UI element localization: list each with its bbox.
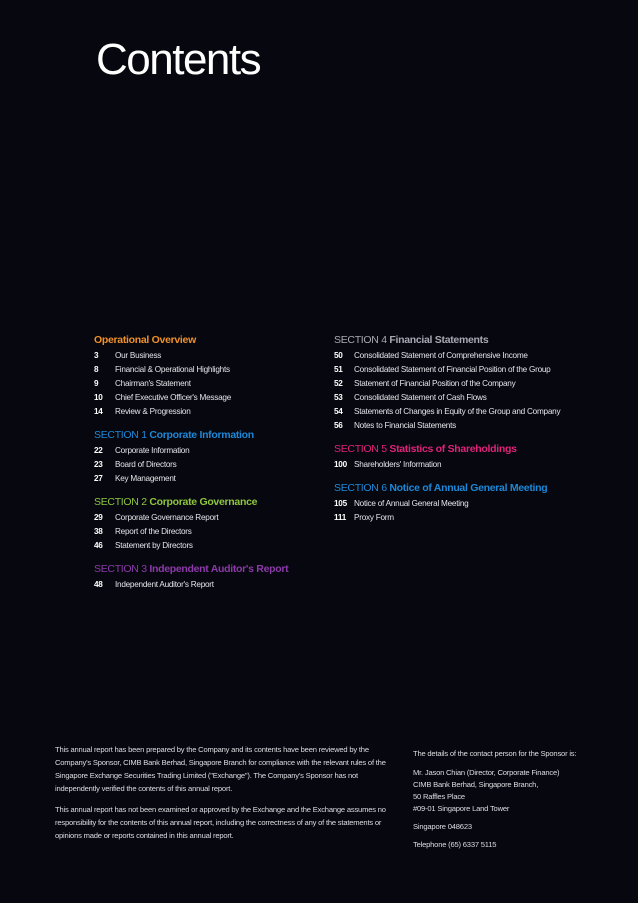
toc-entry[interactable]: [334, 419, 634, 433]
section-title: Financial Statements: [389, 334, 489, 346]
toc-entry[interactable]: [94, 472, 324, 486]
toc-section-heading: [334, 442, 634, 456]
toc-entry-title: Financial & Operational Highlights: [115, 365, 230, 374]
toc-entry-title: Report of the Directors: [115, 527, 192, 536]
toc-entry-title: Statement of Financial Position of the Company: [354, 379, 516, 388]
toc-entry[interactable]: [94, 539, 324, 553]
toc-page-number: 54: [334, 407, 343, 416]
toc-entry-title: Statements of Changes in Equity of the Group and Company: [354, 407, 561, 416]
contact-telephone: Telephone (65) 6337 5115: [413, 840, 497, 849]
toc-entry[interactable]: [334, 458, 634, 472]
contact-name: Mr. Jason Chian (Director, Corporate Finance): [413, 768, 560, 777]
toc-page-number: 9: [94, 379, 99, 388]
toc-page-number: 100: [334, 460, 347, 469]
toc-section: [334, 481, 634, 525]
section-title: Notice of Annual General Meeting: [389, 482, 548, 494]
toc-section-heading: [94, 428, 324, 442]
toc-entry-title: Chairman's Statement: [115, 379, 191, 388]
toc-entry[interactable]: [94, 377, 324, 391]
toc-page-number: 53: [334, 393, 343, 402]
disclaimer-paragraph: This annual report has been prepared by the Company and its contents have been reviewed by the Company's Sponsor, CIMB Bank Berhad, Singapore Branch for compliance with the relevant rules of the Singapore Exchange Securities Trading Limited ("Exchange"). The Company's Sponsor has not independently verified the contents of this annual report.: [55, 745, 386, 793]
toc-section: [94, 428, 324, 486]
toc-page-number: 22: [94, 446, 103, 455]
toc-section-heading: [334, 333, 634, 347]
disclaimer-paragraph: This annual report has not been examined or approved by the Exchange and the Exchange assumes no responsibility for the contents of this annual report, including the correctness of any of the statements or opinions made or reports contained in this annual report.: [55, 805, 386, 840]
toc-section: [334, 442, 634, 472]
toc-entry-title: Corporate Governance Report: [115, 513, 219, 522]
section-title: Corporate Governance: [149, 496, 258, 508]
toc-entry-title: Consolidated Statement of Comprehensive Income: [354, 351, 528, 360]
section-number: SECTION 5: [334, 443, 387, 455]
section-title: Corporate Information: [149, 429, 254, 441]
toc-section-heading: [334, 481, 634, 495]
section-title: Independent Auditor's Report: [149, 563, 289, 575]
toc-entry[interactable]: [94, 458, 324, 472]
toc-entry[interactable]: [94, 405, 324, 419]
toc-entry-title: Consolidated Statement of Financial Position of the Group: [354, 365, 551, 374]
toc-page-number: 23: [94, 460, 103, 469]
toc-page-number: 56: [334, 421, 343, 430]
toc-entry-title: Proxy Form: [354, 513, 394, 522]
toc-page-number: 111: [334, 513, 347, 522]
toc-page-number: 8: [94, 365, 99, 374]
toc-entry-title: Board of Directors: [115, 460, 177, 469]
toc-page-number: 27: [94, 474, 103, 483]
toc-entry[interactable]: [334, 363, 634, 377]
toc-page-number: 29: [94, 513, 103, 522]
toc-page-number: 38: [94, 527, 103, 536]
toc-entry[interactable]: [334, 391, 634, 405]
toc-entry-title: Chief Executive Officer's Message: [115, 393, 232, 402]
toc-entry[interactable]: [94, 511, 324, 525]
toc-entry[interactable]: [94, 349, 324, 363]
toc-section-heading: [94, 333, 324, 347]
toc-section: [94, 562, 324, 592]
toc-entry-title: Key Management: [115, 474, 176, 483]
disclaimer-block: [55, 743, 395, 850]
toc-entry-title: Our Business: [115, 351, 162, 360]
toc-page-number: 14: [94, 407, 103, 416]
toc-entry[interactable]: [334, 405, 634, 419]
contact-address: 50 Raffles Place: [413, 792, 465, 801]
toc-entry[interactable]: [94, 363, 324, 377]
toc-entry-title: Shareholders' Information: [354, 460, 442, 469]
toc-entry[interactable]: [334, 377, 634, 391]
toc-page-number: 46: [94, 541, 103, 550]
toc-page-number: 51: [334, 365, 343, 374]
toc-entry[interactable]: [334, 497, 634, 511]
toc-entry-title: Independent Auditor's Report: [115, 580, 214, 589]
toc-entry-title: Review & Progression: [115, 407, 191, 416]
toc-entry[interactable]: [334, 349, 634, 363]
section-number: SECTION 3: [94, 563, 147, 575]
section-title: Statistics of Shareholdings: [389, 443, 517, 455]
toc-page-number: 48: [94, 580, 103, 589]
toc-entry[interactable]: [94, 391, 324, 405]
toc-entry-title: Notice of Annual General Meeting: [354, 499, 469, 508]
toc-section: [94, 333, 324, 419]
section-number: SECTION 2: [94, 496, 147, 508]
section-number: SECTION 1: [94, 429, 147, 441]
contact-address: Singapore 048623: [413, 822, 472, 831]
contents-right-column: [334, 333, 634, 534]
contact-address: #09-01 Singapore Land Tower: [413, 804, 510, 813]
contact-intro: The details of the contact person for the Sponsor is:: [413, 749, 577, 758]
section-number: SECTION 6: [334, 482, 387, 494]
toc-entry[interactable]: [94, 525, 324, 539]
toc-entry-title: Statement by Directors: [115, 541, 193, 550]
toc-page-number: 10: [94, 393, 103, 402]
section-title: Operational Overview: [94, 334, 196, 346]
toc-entry-title: Consolidated Statement of Cash Flows: [354, 393, 487, 402]
toc-page-number: 105: [334, 499, 347, 508]
toc-entry[interactable]: [94, 578, 324, 592]
toc-section: [334, 333, 634, 433]
contents-left-column: [94, 333, 324, 601]
toc-section-heading: [94, 562, 324, 576]
section-number: SECTION 4: [334, 334, 387, 346]
page-title: Contents: [96, 35, 261, 84]
contact-company: CIMB Bank Berhad, Singapore Branch,: [413, 780, 539, 789]
toc-section-heading: [94, 495, 324, 509]
toc-entry-title: Notes to Financial Statements: [354, 421, 456, 430]
toc-entry[interactable]: [94, 444, 324, 458]
toc-page-number: 3: [94, 351, 99, 360]
sponsor-contact-block: [413, 748, 628, 851]
toc-page-number: 50: [334, 351, 343, 360]
toc-section: [94, 495, 324, 553]
toc-entry-title: Corporate Information: [115, 446, 190, 455]
toc-page-number: 52: [334, 379, 343, 388]
toc-entry[interactable]: [334, 511, 634, 525]
